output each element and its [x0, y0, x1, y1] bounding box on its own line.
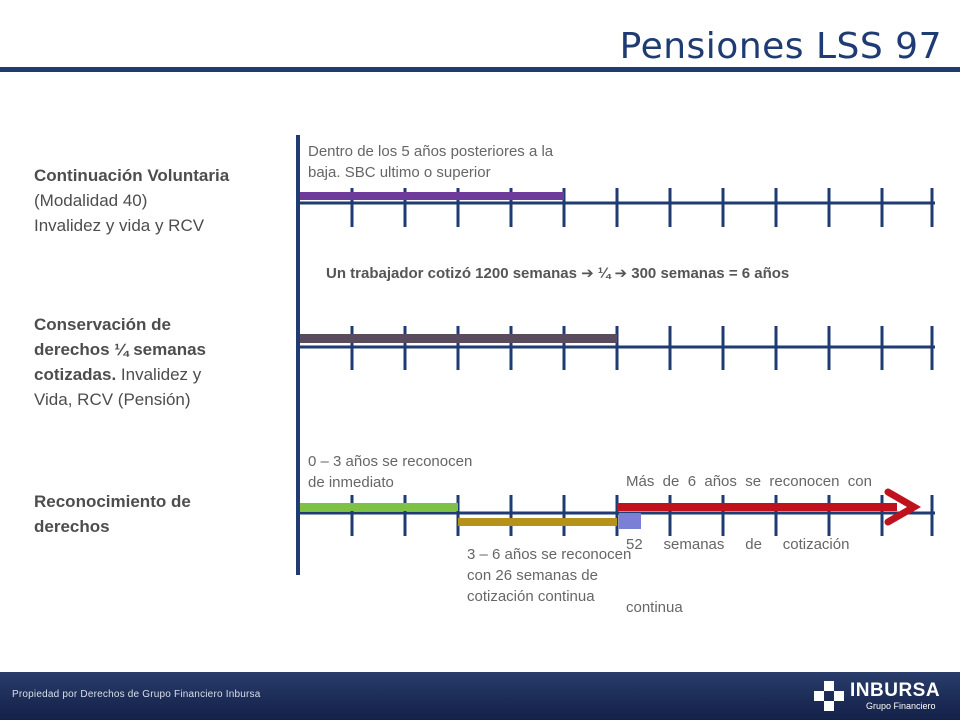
- recon-3-6-bar: [458, 518, 617, 526]
- row-title-reconocimiento-1: Reconocimiento de: [34, 492, 191, 511]
- recon-0-3-bar: [300, 503, 458, 511]
- voluntaria-note-line-1: Dentro de los 5 años posteriores a la: [308, 143, 554, 160]
- row-title-conservacion-1: Conservación de: [34, 315, 171, 334]
- recon-6-plus-note-line-3: continua: [626, 599, 683, 616]
- inbursa-logo-icon: [812, 679, 846, 713]
- recon-3-6-note: [467, 544, 631, 607]
- recon-3-6-note-line-2: con 26 semanas de: [467, 567, 598, 584]
- footer-bar: [0, 672, 960, 720]
- row-title-conservacion-3: cotizadas.: [34, 365, 117, 384]
- conservacion-period-bar: [300, 334, 617, 343]
- row-subtitle-modalidad: (Modalidad 40): [34, 191, 148, 210]
- voluntaria-note: [308, 141, 553, 183]
- footer-copyright: Propiedad por Derechos de Grupo Financiero Inbursa: [12, 689, 261, 700]
- example-note: Un trabajador cotizó 1200 semanas ➔ ¼ ➔ 300 semanas = 6 años: [326, 265, 790, 282]
- inbursa-logo: [812, 678, 942, 714]
- row-title-reconocimiento-2: derechos: [34, 517, 110, 536]
- voluntaria-period-bar: [300, 192, 564, 200]
- row-subtitle-seguros: Invalidez y vida y RCV: [34, 216, 205, 235]
- recon-6-plus-note: [626, 429, 910, 639]
- row-subtitle-conservacion: Invalidez y: [116, 365, 202, 384]
- row-title-conservacion-2: derechos ¼ semanas: [34, 340, 206, 359]
- recon-3-6-note-line-1: 3 – 6 años se reconocen: [467, 546, 632, 563]
- recon-3-6-note-line-3: cotización continua: [467, 588, 595, 605]
- recon-0-3-note: [308, 451, 472, 493]
- recon-0-3-note-line-2: de inmediato: [308, 474, 394, 491]
- row-title-continuacion: Continuación Voluntaria: [34, 166, 230, 185]
- brand-name: INBURSA: [850, 680, 941, 701]
- voluntaria-note-line-2: baja. SBC ultimo o superior: [308, 164, 491, 181]
- brand-subtitle: Grupo Financiero: [866, 701, 936, 711]
- slide-title: Pensiones LSS 97: [619, 26, 942, 67]
- recon-6-plus-note-line-2: 52 semanas de cotización: [626, 536, 850, 553]
- recon-6-plus-note-line-1: Más de 6 años se reconocen con: [626, 473, 872, 490]
- row-subtitle-conservacion-2: Vida, RCV (Pensión): [34, 390, 191, 409]
- recon-0-3-note-line-1: 0 – 3 años se reconocen: [308, 453, 473, 470]
